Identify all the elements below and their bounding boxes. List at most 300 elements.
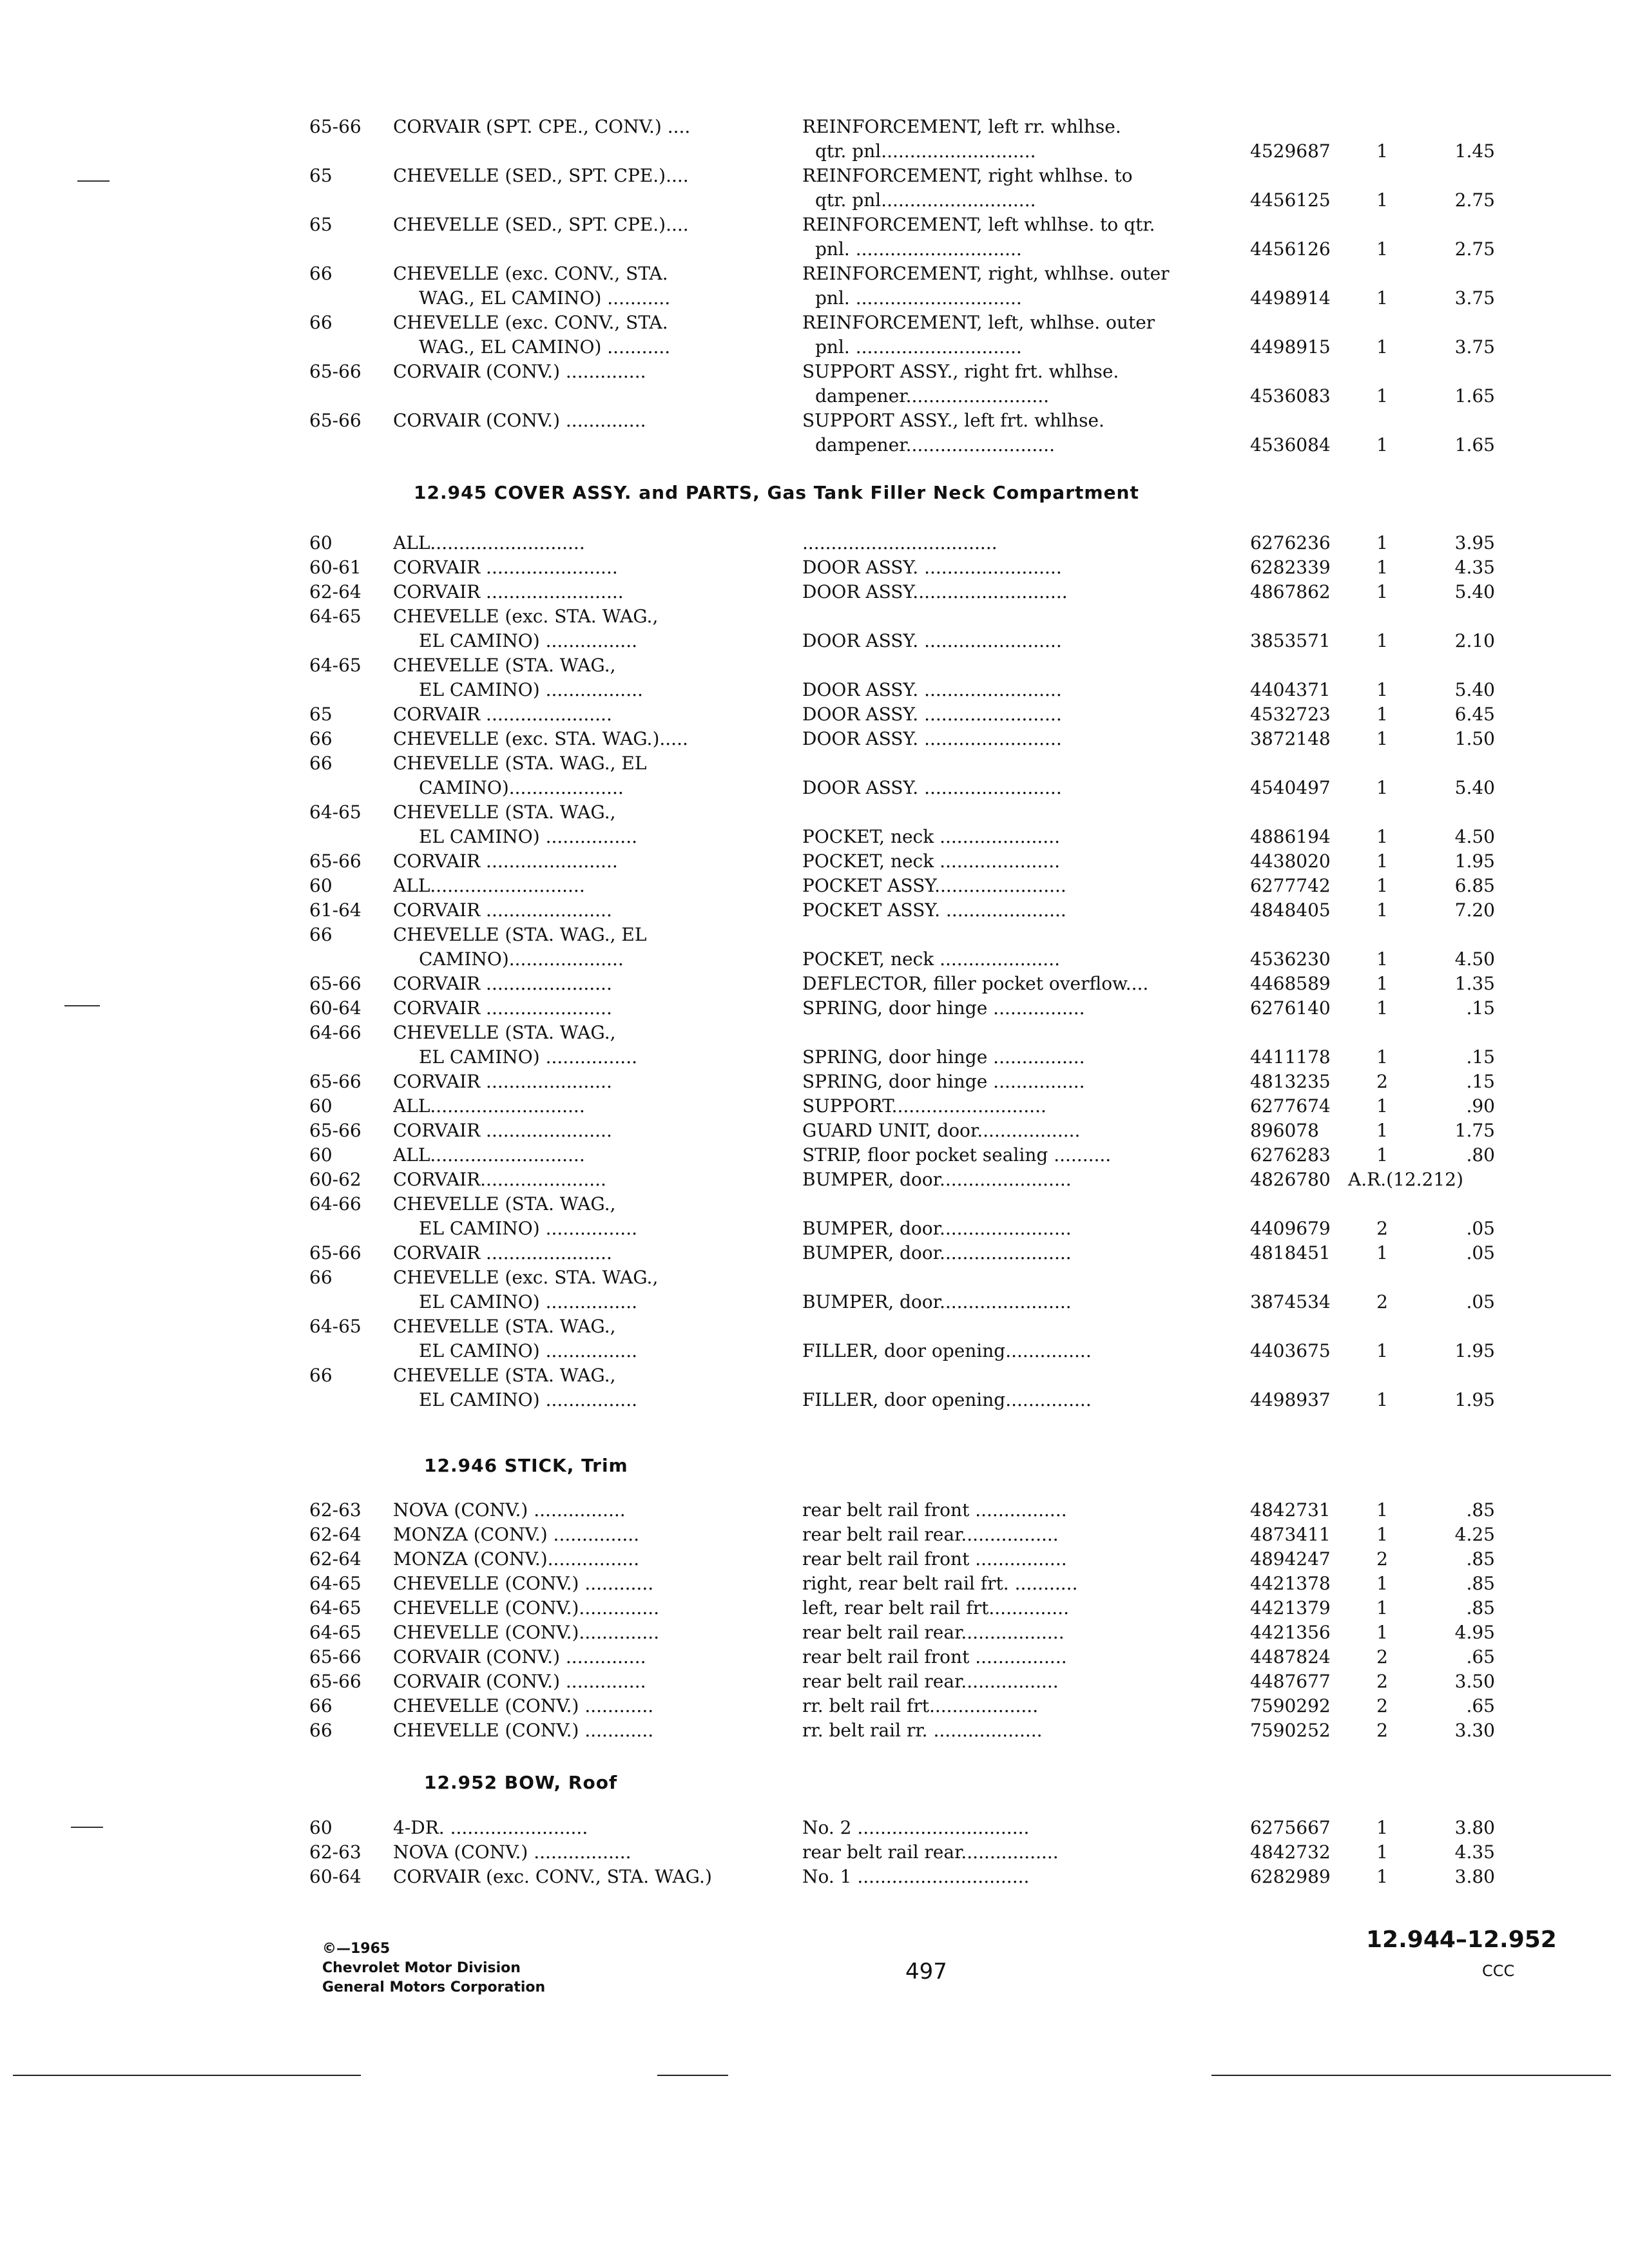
part-row [309,1596,1495,1620]
model-name-cont: EL CAMINO) ................ [419,1291,637,1312]
model-name: CHEVELLE (STA. WAG., [393,1193,616,1215]
part-number: 4886194 [1250,826,1331,847]
quantity: 1 [1376,581,1388,602]
model-years: 64-66 [309,1193,361,1215]
part-row [309,1168,1495,1192]
list-price: 6.45 [1454,704,1495,725]
part-row [309,898,1495,923]
model-years: 64-65 [309,1316,361,1337]
part-row [309,1645,1495,1669]
part-number: 4456125 [1250,189,1331,211]
list-price: .15 [1466,997,1495,1019]
quantity: 1 [1376,997,1388,1019]
quantity: A.R.(12.212) [1348,1169,1463,1190]
part-number: 4873411 [1250,1524,1331,1545]
part-description: BUMPER, door....................... [802,1169,1072,1190]
part-description-cont: dampener.......................... [815,434,1055,456]
model-name: CHEVELLE (CONV.).............. [393,1597,660,1619]
model-years: 64-65 [309,1573,361,1594]
list-price: .85 [1466,1573,1495,1594]
part-description-cont: dampener......................... [815,385,1050,407]
model-years: 66 [309,1695,333,1716]
part-row [309,1718,1495,1743]
scan-rule [657,2075,728,2076]
model-name: 4-DR. ........................ [393,1817,588,1838]
part-description-cont: FILLER, door opening............... [802,1340,1092,1361]
part-description: DOOR ASSY. ........................ [802,557,1062,578]
quantity: 1 [1376,1866,1388,1887]
list-price: 4.35 [1454,557,1495,578]
part-row [309,1314,1495,1363]
part-description: DEFLECTOR, filler pocket overflow.... [802,973,1149,994]
model-name: CHEVELLE (STA. WAG., [393,1316,616,1337]
list-price: 5.40 [1454,679,1495,700]
list-price: 4.50 [1454,948,1495,970]
model-years: 64-65 [309,1597,361,1619]
part-number: 4404371 [1250,679,1331,700]
model-years: 60 [309,1095,333,1117]
section-heading-12-945: 12.945 COVER ASSY. and PARTS, Gas Tank Filler Neck Compartment [414,482,1139,503]
model-name-cont: EL CAMINO) ................ [419,630,637,651]
list-price: .05 [1466,1291,1495,1312]
part-row [309,1816,1495,1840]
list-price: 1.65 [1454,385,1495,407]
model-name: CORVAIR ...................... [393,1242,612,1264]
list-price: 1.45 [1454,140,1495,162]
quantity: 1 [1376,287,1388,309]
part-description: No. 2 .............................. [802,1817,1030,1838]
model-name: CORVAIR ....................... [393,850,618,872]
quantity: 1 [1376,1622,1388,1643]
list-price: .90 [1466,1095,1495,1117]
scan-rule [1211,2075,1611,2076]
model-years: 65-66 [309,361,361,382]
quantity: 2 [1376,1646,1388,1667]
part-row [309,1840,1495,1865]
part-number: 4498915 [1250,336,1331,358]
part-description: BUMPER, door....................... [802,1242,1072,1264]
part-row [309,923,1495,972]
part-description: SPRING, door hinge ................ [802,1071,1085,1092]
model-years: 60 [309,532,333,553]
model-name: CORVAIR ...................... [393,899,612,921]
quantity: 1 [1376,1144,1388,1166]
quantity: 1 [1376,532,1388,553]
part-description: rear belt rail rear................. [802,1524,1059,1545]
model-years: 65-66 [309,973,361,994]
quantity: 1 [1376,1340,1388,1361]
corporation-text: General Motors Corporation [322,1979,546,1995]
model-name: CORVAIR ...................... [393,997,612,1019]
quantity: 1 [1376,679,1388,700]
quantity: 2 [1376,1671,1388,1692]
part-row [309,1241,1495,1265]
part-description: SUPPORT........................... [802,1095,1046,1117]
quantity: 1 [1376,385,1388,407]
model-name: CORVAIR (CONV.) .............. [393,1646,646,1667]
part-description: REINFORCEMENT, right, whlhse. outer [802,263,1170,284]
part-row [309,1620,1495,1645]
model-name: CHEVELLE (CONV.) ............ [393,1720,654,1741]
quantity: 1 [1376,850,1388,872]
model-name: CHEVELLE (STA. WAG., [393,802,616,823]
model-name: CHEVELLE (STA. WAG., [393,655,616,676]
part-description-cont: pnl. ............................. [815,336,1022,358]
quantity: 1 [1376,1499,1388,1521]
part-description-cont: POCKET, neck ..................... [802,948,1060,970]
part-row [309,1865,1495,1889]
model-name: CHEVELLE (STA. WAG., [393,1022,616,1043]
part-description-cont: pnl. ............................. [815,238,1022,260]
quantity: 1 [1376,826,1388,847]
page-number: 497 [905,1959,947,1984]
part-number: 4848405 [1250,899,1331,921]
part-row [309,996,1495,1021]
model-years: 62-64 [309,1524,361,1545]
model-name: CHEVELLE (exc. STA. WAG., [393,1267,659,1288]
part-description: REINFORCEMENT, left whlhse. to qtr. [802,214,1155,235]
model-name-cont: EL CAMINO) ................ [419,1389,637,1410]
section-heading-12-952: 12.952 BOW, Roof [424,1772,618,1793]
model-name: ALL........................... [393,1144,585,1166]
list-price: 2.75 [1454,189,1495,211]
list-price: .05 [1466,1242,1495,1264]
list-price: .15 [1466,1046,1495,1068]
division-text: Chevrolet Motor Division [322,1960,521,1976]
part-row [309,1070,1495,1094]
list-price: 2.75 [1454,238,1495,260]
part-description: SUPPORT ASSY., right frt. whlhse. [802,361,1119,382]
part-number: 6276140 [1250,997,1331,1019]
part-number: 4867862 [1250,581,1331,602]
part-row [309,531,1495,555]
list-price: 1.95 [1454,1389,1495,1410]
model-years: 66 [309,753,333,774]
model-years: 61-64 [309,899,361,921]
model-years: 64-65 [309,606,361,627]
part-row [309,1571,1495,1596]
list-price: 5.40 [1454,777,1495,798]
part-number: 4468589 [1250,973,1331,994]
model-years: 62-63 [309,1499,361,1521]
quantity: 2 [1376,1720,1388,1741]
model-name: CHEVELLE (CONV.) ............ [393,1695,654,1716]
part-row [309,311,1495,360]
part-number: 4438020 [1250,850,1331,872]
list-price: 3.30 [1454,1720,1495,1741]
quantity: 1 [1376,973,1388,994]
part-row [309,1265,1495,1314]
part-row [309,1192,1495,1241]
model-name: CHEVELLE (exc. STA. WAG., [393,606,659,627]
part-row [309,849,1495,874]
part-description: rear belt rail front ................ [802,1499,1067,1521]
model-name: CORVAIR...................... [393,1169,606,1190]
quantity: 1 [1376,557,1388,578]
part-row [309,1498,1495,1523]
part-description-cont: POCKET, neck ..................... [802,826,1060,847]
model-name-cont: CAMINO).................... [419,948,624,970]
model-years: 60 [309,1817,333,1838]
part-row [309,751,1495,800]
model-name: NOVA (CONV.) ................. [393,1841,631,1863]
list-price: 5.40 [1454,581,1495,602]
quantity: 1 [1376,189,1388,211]
model-name: ALL........................... [393,1095,585,1117]
model-years: 64-65 [309,655,361,676]
list-price: .85 [1466,1597,1495,1619]
part-description: rear belt rail rear................. [802,1841,1059,1863]
list-price: 2.10 [1454,630,1495,651]
part-number: 4532723 [1250,704,1331,725]
part-description: .................................. [802,532,998,553]
part-description-cont: qtr. pnl........................... [815,140,1036,162]
part-description: rear belt rail rear................. [802,1671,1059,1692]
list-price: 1.35 [1454,973,1495,994]
model-years: 62-64 [309,581,361,602]
part-number: 3874534 [1250,1291,1331,1312]
model-name: CHEVELLE (STA. WAG., EL [393,924,647,945]
list-price: 4.50 [1454,826,1495,847]
model-years: 66 [309,1720,333,1741]
part-number: 4421379 [1250,1597,1331,1619]
margin-mark [71,1827,103,1828]
model-years: 65 [309,165,333,186]
part-number: 4487677 [1250,1671,1331,1692]
quantity: 1 [1376,336,1388,358]
list-price: 1.75 [1454,1120,1495,1141]
part-number: 4536084 [1250,434,1331,456]
list-price: .65 [1466,1646,1495,1667]
model-years: 65 [309,214,333,235]
model-name: CHEVELLE (exc. CONV., STA. [393,312,668,333]
part-description-cont: BUMPER, door....................... [802,1218,1072,1239]
part-number: 4421356 [1250,1622,1331,1643]
list-price: 3.75 [1454,287,1495,309]
part-description: rr. belt rail frt................... [802,1695,1039,1716]
part-row [309,1021,1495,1070]
model-name-cont: WAG., EL CAMINO) ........... [419,287,671,309]
part-number: 896078 [1250,1120,1319,1141]
part-row [309,580,1495,604]
model-years: 65-66 [309,850,361,872]
model-name-cont: EL CAMINO) ................ [419,1046,637,1068]
model-years: 62-63 [309,1841,361,1863]
part-description: right, rear belt rail frt. ........... [802,1573,1078,1594]
list-price: 1.65 [1454,434,1495,456]
part-description: REINFORCEMENT, left rr. whlhse. [802,116,1121,137]
model-name: MONZA (CONV.)................ [393,1548,640,1570]
section-12-946-parts [309,1498,1495,1743]
model-years: 64-65 [309,802,361,823]
part-description: DOOR ASSY. ........................ [802,704,1062,725]
part-description: DOOR ASSY........................... [802,581,1068,602]
quantity: 1 [1376,1573,1388,1594]
part-description-cont: SPRING, door hinge ................ [802,1046,1085,1068]
part-number: 4411178 [1250,1046,1331,1068]
part-number: 6276283 [1250,1144,1331,1166]
model-years: 64-66 [309,1022,361,1043]
part-row [309,408,1495,457]
part-row [309,1363,1495,1412]
model-years: 66 [309,1267,333,1288]
part-number: 4894247 [1250,1548,1331,1570]
quantity: 1 [1376,777,1388,798]
part-description: DOOR ASSY. ........................ [802,728,1062,749]
list-price: .05 [1466,1218,1495,1239]
model-years: 65-66 [309,1646,361,1667]
model-name: CHEVELLE (exc. CONV., STA. [393,263,668,284]
part-number: 4842731 [1250,1499,1331,1521]
part-description: POCKET, neck ..................... [802,850,1060,872]
list-price: 4.35 [1454,1841,1495,1863]
section-range: 12.944–12.952 [1366,1927,1557,1953]
part-description: POCKET ASSY....................... [802,875,1066,896]
model-years: 60 [309,875,333,896]
part-row [309,164,1495,213]
part-description: left, rear belt rail frt.............. [802,1597,1069,1619]
model-name: CORVAIR (CONV.) .............. [393,1671,646,1692]
scan-rule [13,2075,361,2076]
catalog-code: CCC [1482,1962,1515,1980]
quantity: 1 [1376,1524,1388,1545]
list-price: 4.25 [1454,1524,1495,1545]
quantity: 2 [1376,1071,1388,1092]
model-name: CORVAIR ...................... [393,1071,612,1092]
part-row [309,604,1495,653]
quantity: 1 [1376,728,1388,749]
model-name: CHEVELLE (exc. STA. WAG.)..... [393,728,688,749]
part-number: 4409679 [1250,1218,1331,1239]
list-price: 1.50 [1454,728,1495,749]
list-price: .80 [1466,1144,1495,1166]
part-description: rear belt rail front ................ [802,1548,1067,1570]
model-years: 60-62 [309,1169,361,1190]
quantity: 1 [1376,1046,1388,1068]
model-name: CHEVELLE (STA. WAG., EL [393,753,647,774]
quantity: 1 [1376,1389,1388,1410]
part-number: 4456126 [1250,238,1331,260]
quantity: 1 [1376,140,1388,162]
model-name: CORVAIR (CONV.) .............. [393,361,646,382]
part-row [309,727,1495,751]
section-12-945-parts [309,531,1495,1412]
part-row [309,1694,1495,1718]
model-name: ALL........................... [393,532,585,553]
part-row [309,800,1495,849]
part-row [309,1094,1495,1119]
model-name: MONZA (CONV.) ............... [393,1524,640,1545]
list-price: .85 [1466,1548,1495,1570]
copyright-text: ©—1965 [322,1941,390,1957]
list-price: 1.95 [1454,1340,1495,1361]
model-name: CORVAIR (exc. CONV., STA. WAG.) [393,1866,712,1887]
part-number: 6276236 [1250,532,1331,553]
list-price: 3.95 [1454,532,1495,553]
quantity: 2 [1376,1218,1388,1239]
quantity: 1 [1376,704,1388,725]
part-description: rr. belt rail rr. ................... [802,1720,1043,1741]
part-description: REINFORCEMENT, left, whlhse. outer [802,312,1155,333]
model-years: 64-65 [309,1622,361,1643]
part-number: 6282339 [1250,557,1331,578]
model-name: CHEVELLE (SED., SPT. CPE.).... [393,165,689,186]
quantity: 1 [1376,1120,1388,1141]
model-name: CORVAIR (CONV.) .............. [393,410,646,431]
part-row [309,653,1495,702]
part-description: rear belt rail front ................ [802,1646,1067,1667]
part-number: 4421378 [1250,1573,1331,1594]
part-number: 3872148 [1250,728,1331,749]
part-description: STRIP, floor pocket sealing .......... [802,1144,1112,1166]
part-description: SPRING, door hinge ................ [802,997,1085,1019]
model-years: 65-66 [309,1071,361,1092]
part-row [309,1523,1495,1547]
model-years: 62-64 [309,1548,361,1570]
model-name: CHEVELLE (CONV.).............. [393,1622,660,1643]
part-row [309,702,1495,727]
part-number: 4498914 [1250,287,1331,309]
model-years: 66 [309,1365,333,1386]
model-name: CORVAIR ...................... [393,973,612,994]
part-number: 4536230 [1250,948,1331,970]
part-row [309,1143,1495,1168]
list-price: 3.75 [1454,336,1495,358]
model-years: 65-66 [309,1120,361,1141]
quantity: 2 [1376,1291,1388,1312]
quantity: 1 [1376,899,1388,921]
part-row [309,1669,1495,1694]
quantity: 1 [1376,1597,1388,1619]
quantity: 1 [1376,948,1388,970]
part-description: POCKET ASSY. ..................... [802,899,1066,921]
model-years: 60-64 [309,1866,361,1887]
footer-publisher [322,1939,545,1997]
quantity: 2 [1376,1695,1388,1716]
part-description-cont: pnl. ............................. [815,287,1022,309]
model-years: 65-66 [309,116,361,137]
list-price: 3.80 [1454,1866,1495,1887]
part-number: 4536083 [1250,385,1331,407]
part-number: 4826780 [1250,1169,1331,1190]
model-years: 65-66 [309,410,361,431]
part-number: 4529687 [1250,140,1331,162]
part-number: 4540497 [1250,777,1331,798]
model-years: 60-64 [309,997,361,1019]
model-name: CORVAIR ........................ [393,581,624,602]
part-description: rear belt rail rear.................. [802,1622,1065,1643]
part-description: SUPPORT ASSY., left frt. whlhse. [802,410,1104,431]
model-years: 60 [309,1144,333,1166]
margin-mark [64,1005,100,1006]
part-row [309,115,1495,164]
part-number: 3853571 [1250,630,1331,651]
quantity: 1 [1376,630,1388,651]
list-price: 4.95 [1454,1622,1495,1643]
part-number: 4487824 [1250,1646,1331,1667]
model-name-cont: EL CAMINO) ................ [419,1218,637,1239]
model-name-cont: WAG., EL CAMINO) ........... [419,336,671,358]
quantity: 1 [1376,1095,1388,1117]
model-years: 65-66 [309,1671,361,1692]
model-name-cont: EL CAMINO) ................. [419,679,643,700]
part-description-cont: BUMPER, door....................... [802,1291,1072,1312]
part-row [309,262,1495,311]
part-row [309,874,1495,898]
part-description-cont: FILLER, door opening............... [802,1389,1092,1410]
model-name: CORVAIR ...................... [393,704,612,725]
model-name: CORVAIR ...................... [393,1120,612,1141]
